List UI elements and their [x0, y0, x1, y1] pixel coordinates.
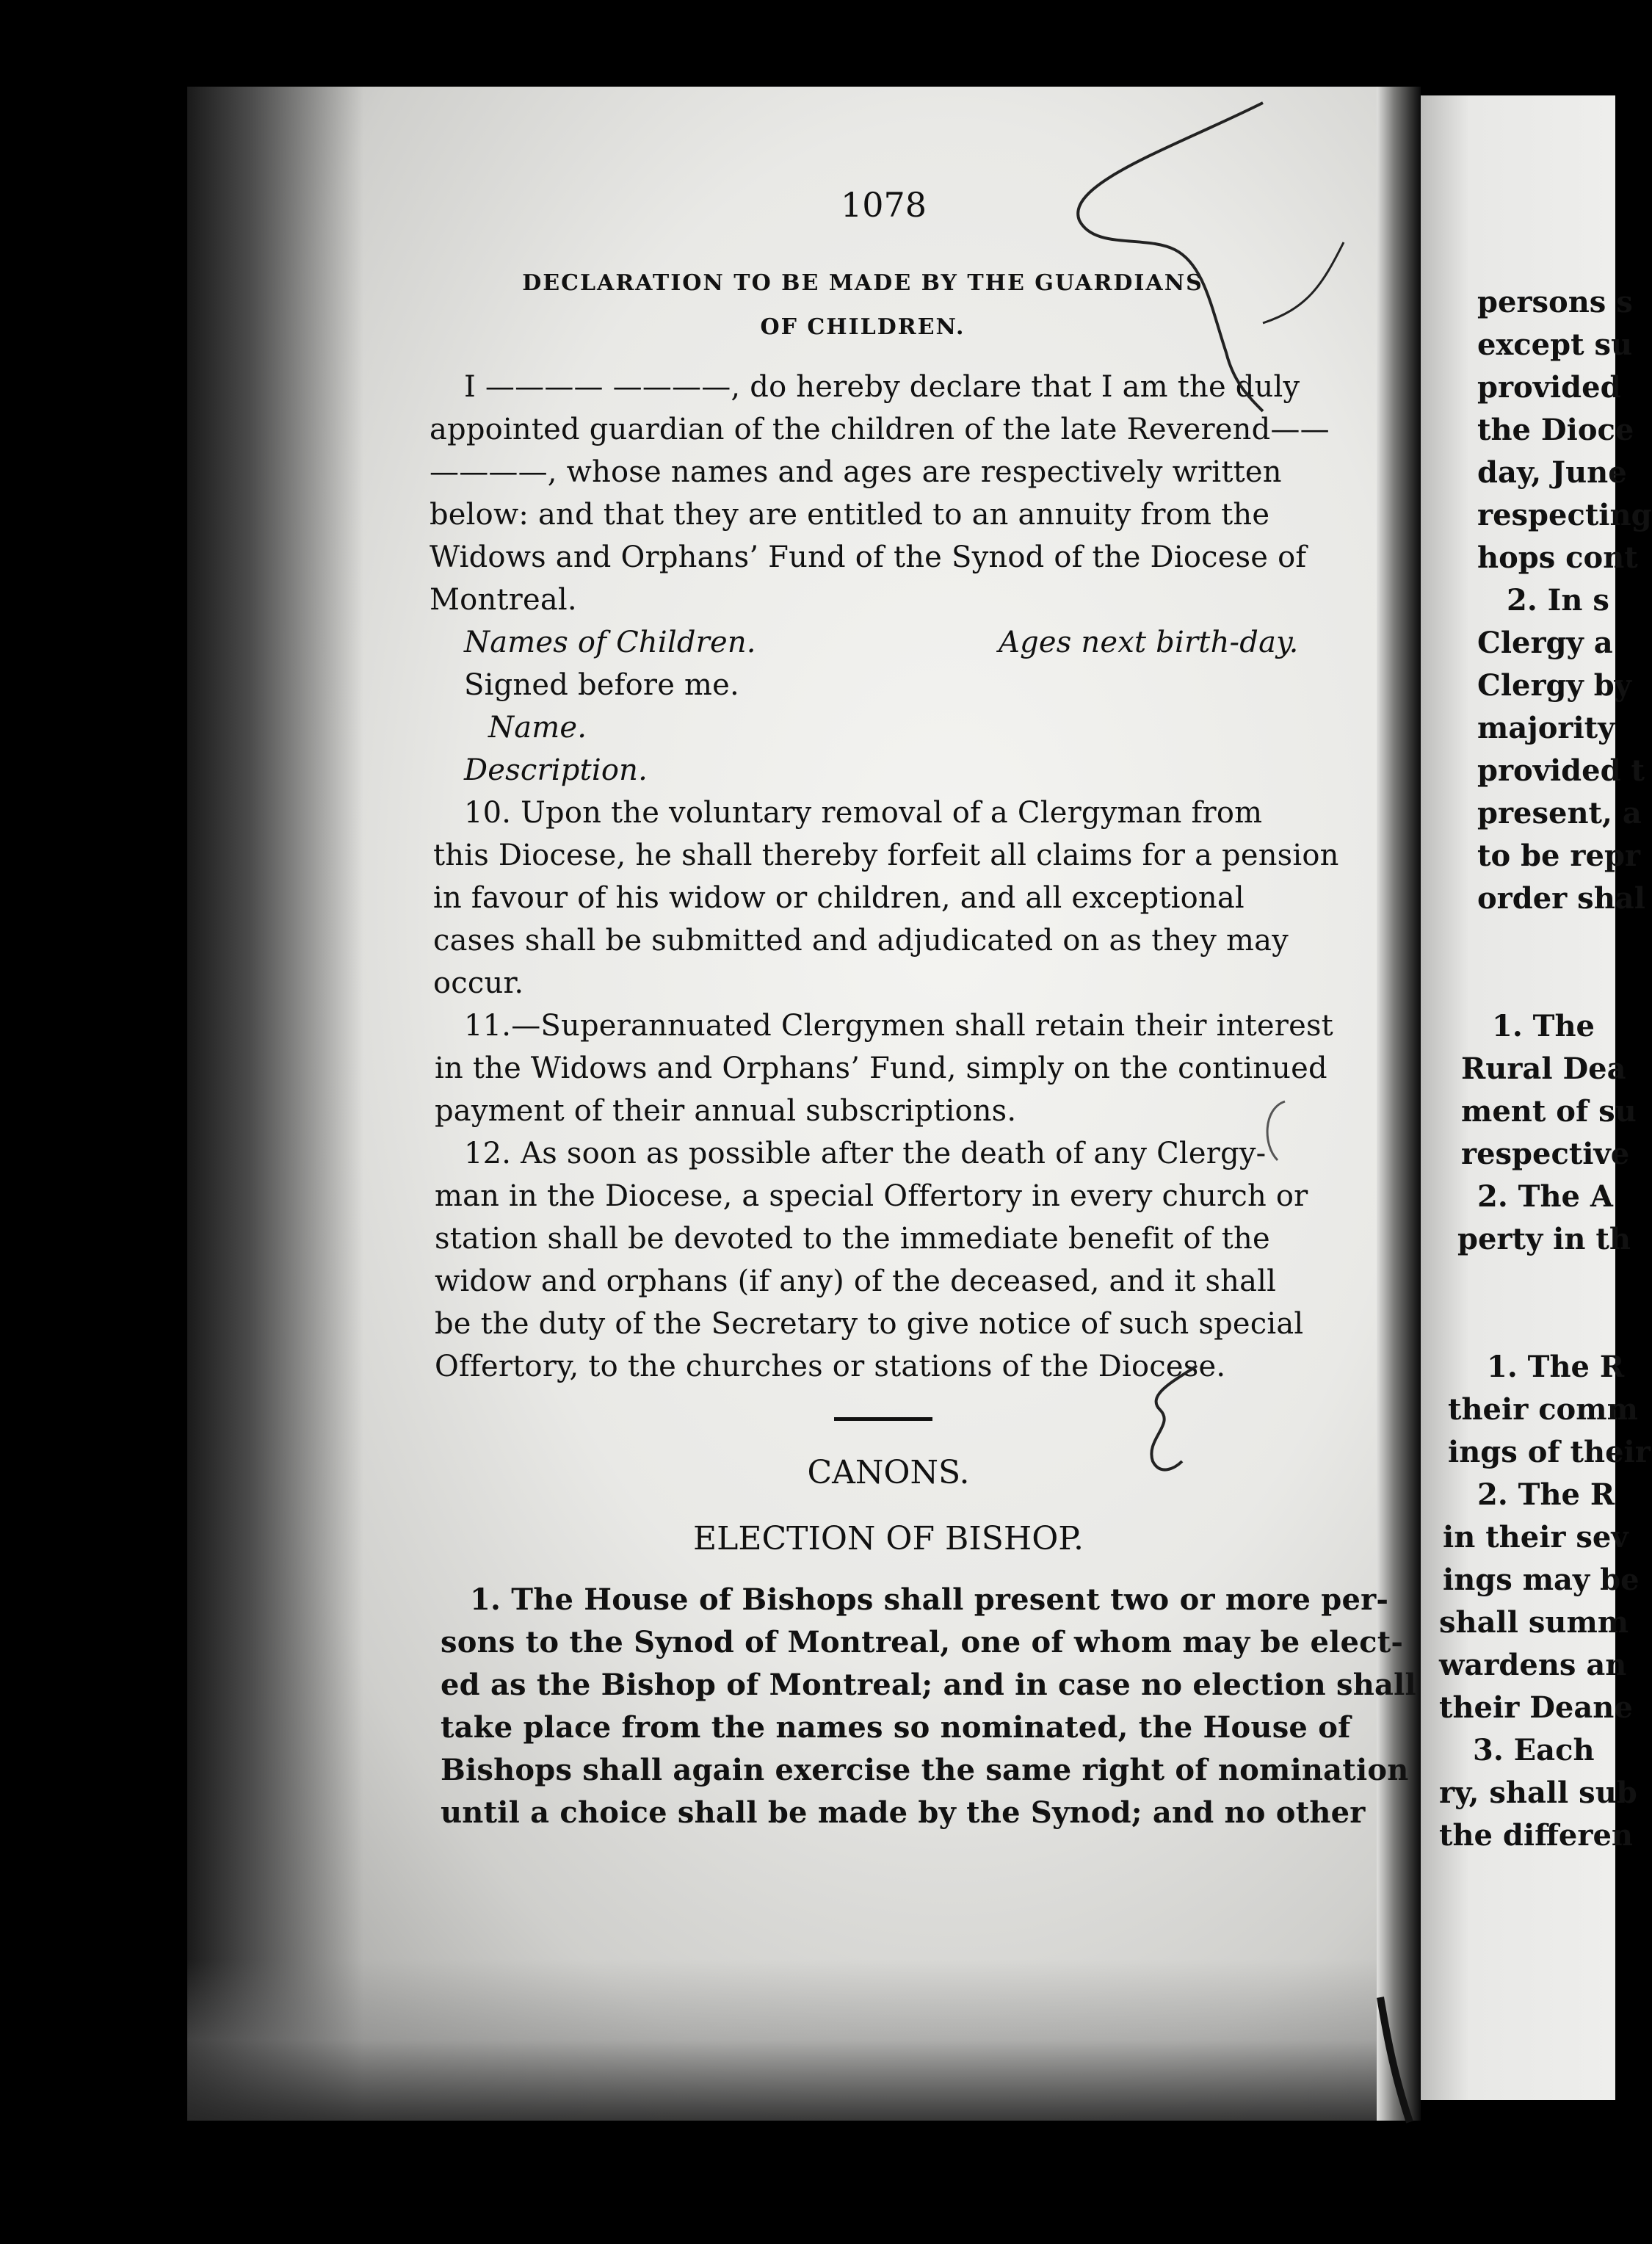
name-label: Name. [488, 711, 587, 745]
right-page-fragment: to be repr [1477, 839, 1640, 873]
election-line: take place from the names so nominated, the House of [441, 1710, 1351, 1745]
right-page-fragment: the Dioce [1477, 413, 1634, 447]
right-page-fragment: day, June [1477, 455, 1627, 490]
right-page-fragment: shall summ [1439, 1605, 1629, 1640]
right-page-fragment: 1. The R [1487, 1350, 1625, 1384]
right-page-fragment: 2. In s [1507, 583, 1609, 618]
right-page-fragment: provided [1477, 370, 1621, 405]
right-page-fragment: wardens an [1439, 1648, 1627, 1682]
ages-next-birthday-label: Ages next birth-day. [999, 626, 1299, 659]
paragraph-12-line: be the duty of the Secretary to give notice of such special [435, 1307, 1304, 1341]
paragraph-11-line: payment of their annual subscriptions. [435, 1094, 1017, 1128]
right-page-fragment: majority [1477, 711, 1615, 745]
right-page-fragment: Rural Dea [1461, 1052, 1626, 1086]
right-page-fragment: perty in th [1457, 1222, 1631, 1256]
election-line: until a choice shall be made by the Synod; and no other [441, 1795, 1366, 1830]
paragraph-12-line: man in the Diocese, a special Offertory in every church or [435, 1179, 1308, 1213]
paragraph-12-line: 12. As soon as possible after the death of any Clergy- [464, 1137, 1267, 1170]
right-page-fragment: order shal [1477, 881, 1645, 916]
declaration-line: Montreal. [430, 583, 577, 617]
right-page-fragment: the differen [1439, 1818, 1633, 1853]
right-page-fragment: 2. The A [1477, 1179, 1613, 1214]
declaration-title-line1: DECLARATION TO BE MADE BY THE GUARDIANS [522, 270, 1203, 296]
right-page-fragment: Clergy a [1477, 626, 1613, 660]
paragraph-11-line: in the Widows and Orphans’ Fund, simply on the continued [435, 1052, 1327, 1085]
election-line: ed as the Bishop of Montreal; and in case no election shall [441, 1668, 1416, 1702]
book-gutter [1377, 87, 1421, 2121]
declaration-line: appointed guardian of the children of the late Reverend—— [430, 413, 1330, 446]
paragraph-12-line: Offertory, to the churches or stations of the Diocese. [435, 1350, 1226, 1383]
paragraph-12-line: widow and orphans (if any) of the deceased, and it shall [435, 1264, 1277, 1298]
paragraph-10-line: cases shall be submitted and adjudicated on as they may [433, 924, 1289, 958]
right-page-fragment: present, a [1477, 796, 1642, 830]
section-divider-rule [834, 1417, 932, 1421]
right-page-fragment: ry, shall sub [1439, 1776, 1637, 1810]
election-heading: ELECTION OF BISHOP. [693, 1520, 1084, 1557]
page-number: 1078 [841, 185, 927, 225]
declaration-line: Widows and Orphans’ Fund of the Synod of the Diocese of [430, 540, 1307, 574]
description-label: Description. [464, 753, 648, 787]
declaration-line: below: and that they are entitled to an annuity from the [430, 498, 1270, 532]
declaration-title-line2: OF CHILDREN. [760, 314, 966, 340]
right-page-fragment: 3. Each [1473, 1733, 1595, 1767]
election-line: sons to the Synod of Montreal, one of whom may be elect- [441, 1625, 1404, 1660]
paragraph-10-line: this Diocese, he shall thereby forfeit all claims for a pension [433, 839, 1339, 872]
right-page-fragment: Clergy by [1477, 668, 1631, 703]
right-page-fragment: their Deane [1439, 1690, 1633, 1725]
right-page-fragment: persons s [1477, 285, 1633, 319]
right-page-fragment: respecting [1477, 498, 1652, 532]
declaration-line: ————, whose names and ages are respectively written [430, 455, 1282, 489]
canons-heading: CANONS. [807, 1454, 970, 1491]
names-of-children-label: Names of Children. [464, 626, 756, 659]
paragraph-11-line: 11.—Superannuated Clergymen shall retain their interest [464, 1009, 1333, 1043]
declaration-line: I ———— ————, do hereby declare that I am the duly [464, 370, 1300, 404]
right-page-fragment: except su [1477, 327, 1633, 362]
right-page-fragment: ings of their [1448, 1435, 1651, 1469]
right-page-fragment: ment of su [1461, 1094, 1637, 1129]
right-page-fragment: respective [1461, 1137, 1630, 1171]
right-page-fragment: 2. The R [1477, 1477, 1615, 1512]
paragraph-10-line: 10. Upon the voluntary removal of a Clergyman from [464, 796, 1263, 830]
election-line: Bishops shall again exercise the same right of nomination [441, 1753, 1409, 1787]
election-line: 1. The House of Bishops shall present two or more per- [470, 1582, 1389, 1617]
right-page-fragment: hops cont [1477, 540, 1638, 575]
paragraph-10-line: occur. [433, 966, 524, 1000]
paragraph-10-line: in favour of his widow or children, and all exceptional [433, 881, 1245, 915]
paragraph-12-line: station shall be devoted to the immediate benefit of the [435, 1222, 1270, 1256]
right-page-fragment: ings may be [1443, 1563, 1640, 1597]
right-page-fragment: provided t [1477, 753, 1645, 788]
right-page-fragment: their comm [1448, 1392, 1638, 1427]
signed-before-me: Signed before me. [464, 668, 739, 702]
right-page-fragment: in their sev [1443, 1520, 1629, 1554]
right-page-fragment: 1. The [1492, 1009, 1595, 1043]
